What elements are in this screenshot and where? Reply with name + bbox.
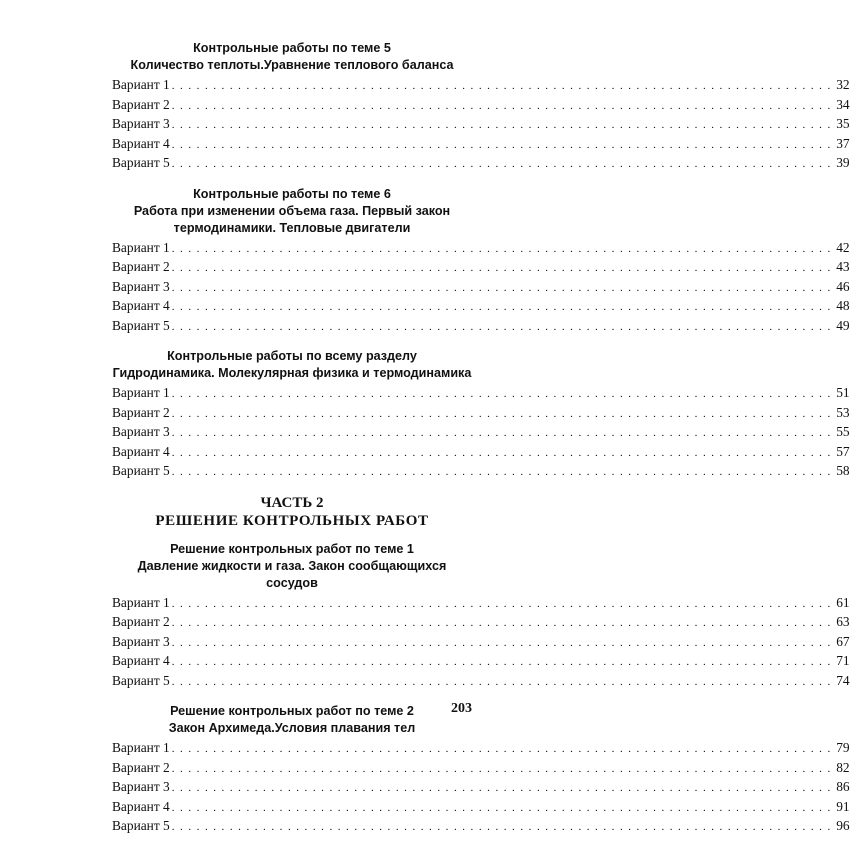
dot-leader: . . . . . . . . . . . . . . . . . . . . . . . . . . . . . . . . . . . . . . . . . . . . . . . . . . . . . . . . . . . . . . . . . . . . . . . . . . . . . . . . <box>171 782 832 794</box>
toc-entry[interactable] <box>112 317 850 337</box>
toc-entry[interactable] <box>112 613 850 633</box>
toc-entry[interactable] <box>112 384 850 404</box>
dot-leader: . . . . . . . . . . . . . . . . . . . . . . . . . . . . . . . . . . . . . . . . . . . . . . . . . . . . . . . . . . . . . . . . . . . . . . . . . . . . . . . . <box>171 407 832 420</box>
dot-leader: . . . . . . . . . . . . . . . . . . . . . . . . . . . . . . . . . . . . . . . . . . . . . . . . . . . . . . . . . . . . . . . . . . . . . . . . . . . . . . . . <box>171 262 832 274</box>
entry-page-number: 63 <box>836 614 850 629</box>
entry-label: Вариант 2 <box>112 614 170 629</box>
toc-entry[interactable] <box>112 404 850 424</box>
part-heading <box>112 494 472 531</box>
entry-label: Вариант 4 <box>112 298 170 313</box>
dot-leader: . . . . . . . . . . . . . . . . . . . . . . . . . . . . . . . . . . . . . . . . . . . . . . . . . . . . . . . . . . . . . . . . . . . . . . . . . . . . . . . . <box>171 80 832 92</box>
entry-label: Вариант 1 <box>112 740 170 755</box>
entry-label: Вариант 5 <box>112 818 170 833</box>
part-title: РЕШЕНИЕ КОНТРОЛЬНЫХ РАБОТ <box>155 512 429 529</box>
entry-page-number: 74 <box>836 672 850 688</box>
entry-label: Вариант 3 <box>112 779 170 794</box>
toc-entry[interactable] <box>112 739 850 759</box>
toc-entry[interactable] <box>112 423 850 443</box>
toc-entry[interactable] <box>112 239 850 259</box>
dot-leader: . . . . . . . . . . . . . . . . . . . . . . . . . . . . . . . . . . . . . . . . . . . . . . . . . . . . . . . . . . . . . . . . . . . . . . . . . . . . . . . . <box>171 119 832 131</box>
section-heading-line: Гидродинамика. Молекулярная физика и термодинамика <box>112 366 472 380</box>
toc-entry[interactable] <box>112 115 850 135</box>
dot-leader: . . . . . . . . . . . . . . . . . . . . . . . . . . . . . . . . . . . . . . . . . . . . . . . . . . . . . . . . . . . . . . . . . . . . . . . . . . . . . . . . <box>171 762 832 775</box>
section-heading-line: Решение контрольных работ по теме 2 <box>170 704 414 718</box>
table-of-contents <box>112 40 850 849</box>
entry-label: Вариант 2 <box>112 404 170 420</box>
entry-page-number: 61 <box>836 594 850 610</box>
dot-leader: . . . . . . . . . . . . . . . . . . . . . . . . . . . . . . . . . . . . . . . . . . . . . . . . . . . . . . . . . . . . . . . . . . . . . . . . . . . . . . . . <box>171 388 832 400</box>
entry-page-number: 91 <box>836 798 850 814</box>
section-heading-line: Количество теплоты.Уравнение теплового баланса <box>130 58 454 72</box>
entry-label: Вариант 1 <box>112 239 170 255</box>
entry-page-number: 71 <box>836 653 850 668</box>
entry-label: Вариант 1 <box>112 77 170 92</box>
toc-entry[interactable] <box>112 154 850 174</box>
entry-page-number: 79 <box>836 740 850 755</box>
entry-label: Вариант 3 <box>112 278 170 294</box>
entry-list <box>112 739 850 837</box>
toc-entry[interactable] <box>112 135 850 155</box>
dot-leader: . . . . . . . . . . . . . . . . . . . . . . . . . . . . . . . . . . . . . . . . . . . . . . . . . . . . . . . . . . . . . . . . . . . . . . . . . . . . . . . . <box>171 821 832 833</box>
toc-entry[interactable] <box>112 76 850 96</box>
toc-group-part-1 <box>112 40 850 482</box>
entry-label: Вариант 2 <box>112 259 170 274</box>
entry-label: Вариант 1 <box>112 594 170 610</box>
toc-entry[interactable] <box>112 594 850 614</box>
entry-label: Вариант 2 <box>112 96 170 112</box>
entry-page-number: 35 <box>836 116 850 131</box>
dot-leader: . . . . . . . . . . . . . . . . . . . . . . . . . . . . . . . . . . . . . . . . . . . . . . . . . . . . . . . . . . . . . . . . . . . . . . . . . . . . . . . . <box>171 427 832 439</box>
dot-leader: . . . . . . . . . . . . . . . . . . . . . . . . . . . . . . . . . . . . . . . . . . . . . . . . . . . . . . . . . . . . . . . . . . . . . . . . . . . . . . . . <box>171 597 832 610</box>
dot-leader: . . . . . . . . . . . . . . . . . . . . . . . . . . . . . . . . . . . . . . . . . . . . . . . . . . . . . . . . . . . . . . . . . . . . . . . . . . . . . . . . <box>171 138 832 151</box>
entry-label: Вариант 5 <box>112 463 170 478</box>
entry-label: Вариант 5 <box>112 317 170 333</box>
entry-list <box>112 384 850 482</box>
toc-section <box>112 348 850 482</box>
page-number: 203 <box>451 701 472 716</box>
entry-label: Вариант 5 <box>112 155 170 170</box>
entry-page-number: 37 <box>836 135 850 151</box>
toc-entry[interactable] <box>112 258 850 278</box>
toc-entry[interactable] <box>112 798 850 818</box>
entry-page-number: 55 <box>836 424 850 439</box>
toc-entry[interactable] <box>112 96 850 116</box>
toc-section <box>112 186 850 337</box>
entry-page-number: 53 <box>836 404 850 420</box>
entry-label: Вариант 4 <box>112 653 170 668</box>
toc-section <box>112 703 850 837</box>
dot-leader: . . . . . . . . . . . . . . . . . . . . . . . . . . . . . . . . . . . . . . . . . . . . . . . . . . . . . . . . . . . . . . . . . . . . . . . . . . . . . . . . <box>171 99 832 112</box>
section-heading-line: Давление жидкости и газа. Закон сообщающихся сосудов <box>137 558 447 590</box>
dot-leader: . . . . . . . . . . . . . . . . . . . . . . . . . . . . . . . . . . . . . . . . . . . . . . . . . . . . . . . . . . . . . . . . . . . . . . . . . . . . . . . . <box>171 158 832 170</box>
toc-section <box>112 541 850 692</box>
part-number: ЧАСТЬ 2 <box>260 494 324 511</box>
entry-page-number: 96 <box>836 818 850 833</box>
toc-entry[interactable] <box>112 672 850 692</box>
entry-label: Вариант 4 <box>112 798 170 814</box>
entry-label: Вариант 4 <box>112 443 170 459</box>
toc-entry[interactable] <box>112 817 850 837</box>
dot-leader: . . . . . . . . . . . . . . . . . . . . . . . . . . . . . . . . . . . . . . . . . . . . . . . . . . . . . . . . . . . . . . . . . . . . . . . . . . . . . . . . <box>171 242 832 255</box>
section-heading-line: Работа при изменении объема газа. Первый закон <box>133 203 451 218</box>
toc-group-part-2 <box>112 541 850 837</box>
entry-list <box>112 594 850 692</box>
section-heading <box>112 541 472 592</box>
entry-page-number: 57 <box>836 443 850 459</box>
dot-leader: . . . . . . . . . . . . . . . . . . . . . . . . . . . . . . . . . . . . . . . . . . . . . . . . . . . . . . . . . . . . . . . . . . . . . . . . . . . . . . . . <box>171 301 832 313</box>
entry-label: Вариант 4 <box>112 135 170 151</box>
entry-page-number: 46 <box>836 278 850 294</box>
section-heading-line: Контрольные работы по теме 6 <box>193 186 391 201</box>
entry-label: Вариант 3 <box>112 116 170 131</box>
entry-page-number: 49 <box>836 317 850 333</box>
toc-entry[interactable] <box>112 297 850 317</box>
entry-page-number: 51 <box>836 385 850 400</box>
entry-label: Вариант 5 <box>112 672 170 688</box>
section-heading <box>112 186 472 237</box>
entry-page-number: 43 <box>836 259 850 274</box>
section-heading-line: термодинамики. Тепловые двигатели <box>173 220 411 235</box>
dot-leader: . . . . . . . . . . . . . . . . . . . . . . . . . . . . . . . . . . . . . . . . . . . . . . . . . . . . . . . . . . . . . . . . . . . . . . . . . . . . . . . . <box>171 617 832 629</box>
section-heading-line: Решение контрольных работ по теме 1 <box>170 541 414 556</box>
toc-entry[interactable] <box>112 462 850 482</box>
toc-entry[interactable] <box>112 278 850 298</box>
dot-leader: . . . . . . . . . . . . . . . . . . . . . . . . . . . . . . . . . . . . . . . . . . . . . . . . . . . . . . . . . . . . . . . . . . . . . . . . . . . . . . . . <box>171 675 832 688</box>
toc-entry[interactable] <box>112 652 850 672</box>
dot-leader: . . . . . . . . . . . . . . . . . . . . . . . . . . . . . . . . . . . . . . . . . . . . . . . . . . . . . . . . . . . . . . . . . . . . . . . . . . . . . . . . <box>171 320 832 333</box>
entry-list <box>112 76 850 174</box>
entry-page-number: 86 <box>836 779 850 794</box>
entry-label: Вариант 3 <box>112 633 170 649</box>
section-heading-line: Контрольные работы по всему разделу <box>167 349 417 363</box>
entry-page-number: 32 <box>836 77 850 92</box>
entry-page-number: 67 <box>836 633 850 649</box>
dot-leader: . . . . . . . . . . . . . . . . . . . . . . . . . . . . . . . . . . . . . . . . . . . . . . . . . . . . . . . . . . . . . . . . . . . . . . . . . . . . . . . . <box>171 743 832 755</box>
dot-leader: . . . . . . . . . . . . . . . . . . . . . . . . . . . . . . . . . . . . . . . . . . . . . . . . . . . . . . . . . . . . . . . . . . . . . . . . . . . . . . . . <box>171 281 832 294</box>
entry-list <box>112 239 850 337</box>
toc-entry[interactable] <box>112 443 850 463</box>
entry-label: Вариант 1 <box>112 385 170 400</box>
section-heading <box>112 703 472 737</box>
toc-entry[interactable] <box>112 778 850 798</box>
entry-label: Вариант 3 <box>112 424 170 439</box>
entry-label: Вариант 2 <box>112 759 170 775</box>
section-heading <box>112 348 472 382</box>
dot-leader: . . . . . . . . . . . . . . . . . . . . . . . . . . . . . . . . . . . . . . . . . . . . . . . . . . . . . . . . . . . . . . . . . . . . . . . . . . . . . . . . <box>171 656 832 668</box>
dot-leader: . . . . . . . . . . . . . . . . . . . . . . . . . . . . . . . . . . . . . . . . . . . . . . . . . . . . . . . . . . . . . . . . . . . . . . . . . . . . . . . . <box>171 801 832 814</box>
entry-page-number: 58 <box>836 463 850 478</box>
toc-section <box>112 40 850 174</box>
dot-leader: . . . . . . . . . . . . . . . . . . . . . . . . . . . . . . . . . . . . . . . . . . . . . . . . . . . . . . . . . . . . . . . . . . . . . . . . . . . . . . . . <box>171 446 832 459</box>
entry-page-number: 82 <box>836 759 850 775</box>
toc-entry[interactable] <box>112 633 850 653</box>
entry-page-number: 42 <box>836 239 850 255</box>
dot-leader: . . . . . . . . . . . . . . . . . . . . . . . . . . . . . . . . . . . . . . . . . . . . . . . . . . . . . . . . . . . . . . . . . . . . . . . . . . . . . . . . <box>171 466 832 478</box>
dot-leader: . . . . . . . . . . . . . . . . . . . . . . . . . . . . . . . . . . . . . . . . . . . . . . . . . . . . . . . . . . . . . . . . . . . . . . . . . . . . . . . . <box>171 636 832 649</box>
entry-page-number: 39 <box>836 155 850 170</box>
entry-page-number: 34 <box>836 96 850 112</box>
entry-page-number: 48 <box>836 298 850 313</box>
section-heading-line: Контрольные работы по теме 5 <box>193 41 391 55</box>
section-heading-line: Закон Архимеда.Условия плавания тел <box>168 721 416 735</box>
section-heading <box>112 40 472 74</box>
toc-entry[interactable] <box>112 759 850 779</box>
